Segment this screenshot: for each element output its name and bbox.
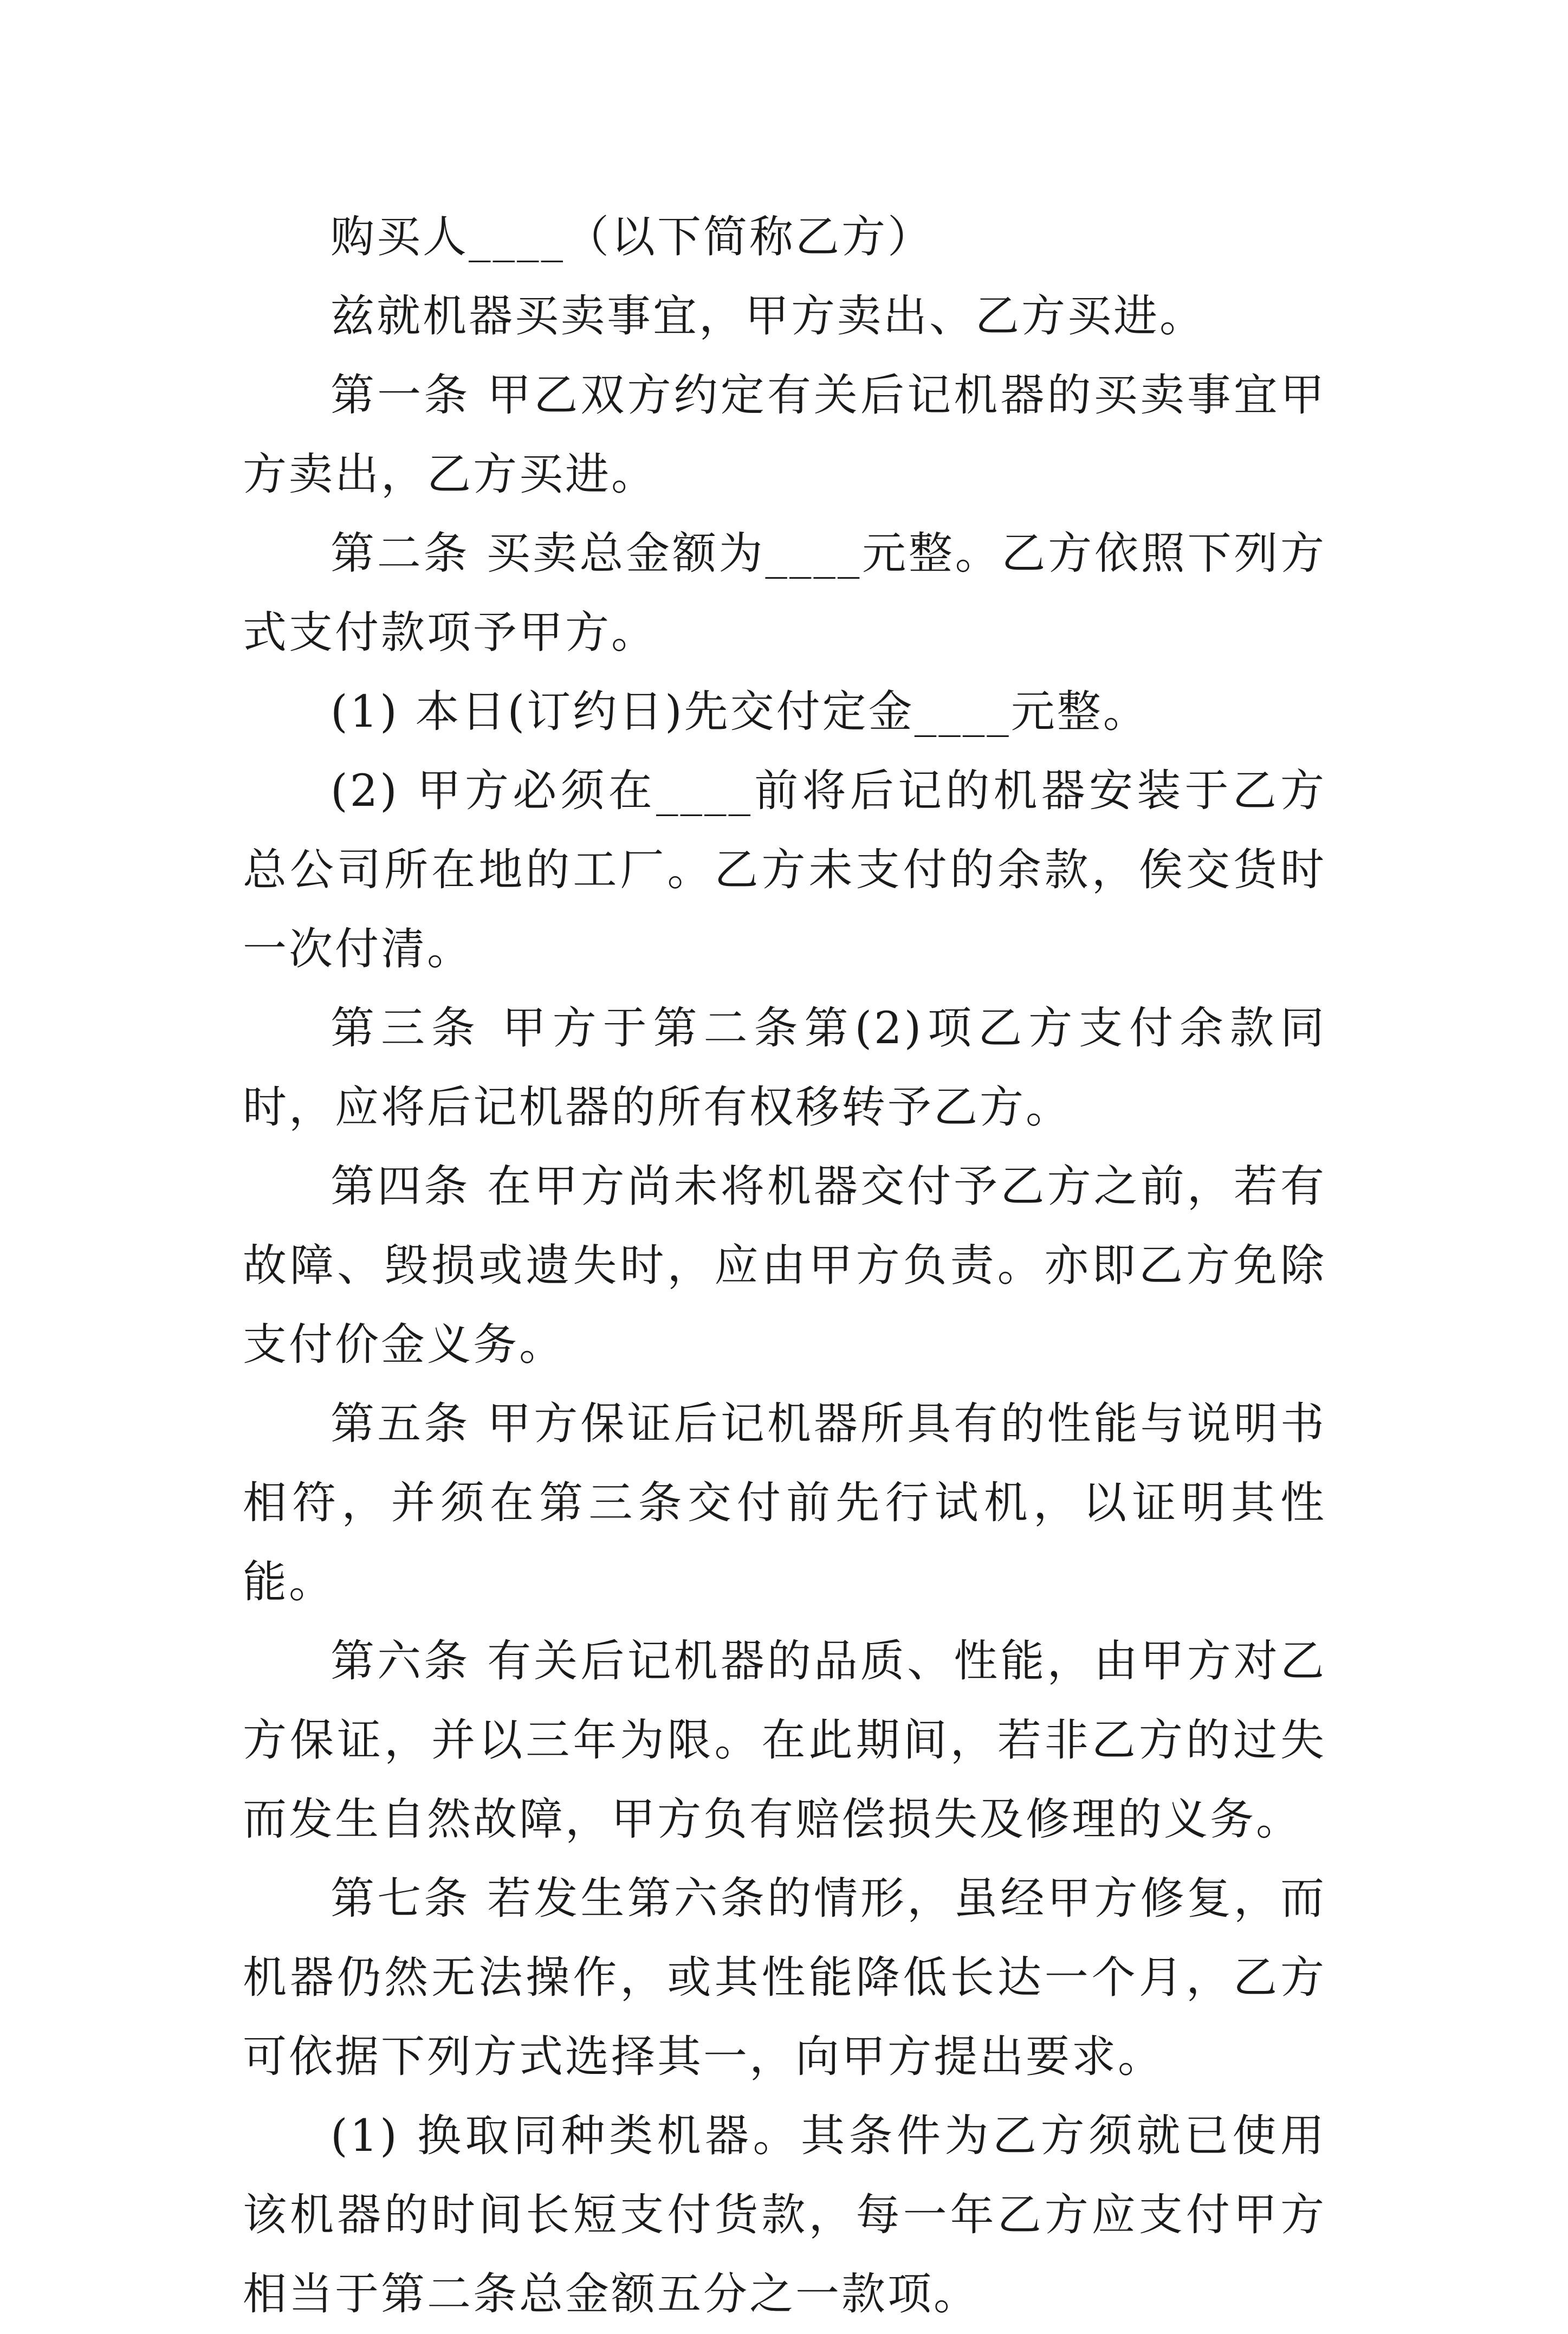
paragraph-article-2-item-1: (1) 本日(订约日)先交付定金____元整。	[331, 687, 1149, 738]
paragraph-intro: 兹就机器买卖事宜，甲方卖出、乙方买进。	[331, 291, 1206, 342]
paragraph-article-5: 第五条 甲方保证后记机器所具有的性能与说明书相符，并须在第三条交付前先行试机，以证明其性能。	[243, 1399, 1326, 1608]
paragraph-article-3: 第三条 甲方于第二条第(2)项乙方支付余款同时，应将后记机器的所有权移转予乙方。	[243, 1003, 1326, 1133]
paragraph-article-7: 第七条 若发生第六条的情形，虽经甲方修复，而机器仍然无法操作，或其性能降低长达一个月，乙方可依据下列方式选择其一，向甲方提出要求。	[243, 1873, 1326, 2083]
paragraph-article-2: 第二条 买卖总金额为____元整。乙方依照下列方式支付款项予甲方。	[243, 528, 1326, 658]
paragraph-article-2-item-2: (2) 甲方必须在____前将后记的机器安装于乙方总公司所在地的工厂。乙方未支付的余款，俟交货时一次付清。	[243, 766, 1326, 975]
paragraph-buyer: 购买人____（以下简称乙方）	[331, 212, 934, 263]
paragraph-article-6: 第六条 有关后记机器的品质、性能，由甲方对乙方保证，并以三年为限。在此期间，若非乙方的过失而发生自然故障，甲方负有赔偿损失及修理的义务。	[243, 1636, 1326, 1845]
paragraph-article-1: 第一条 甲乙双方约定有关后记机器的买卖事宜甲方卖出，乙方买进。	[243, 370, 1326, 500]
document-body	[243, 198, 1326, 2334]
paragraph-article-4: 第四条 在甲方尚未将机器交付予乙方之前，若有故障、毁损或遗失时，应由甲方负责。亦即乙方免除支付价金义务。	[243, 1161, 1326, 1370]
paragraph-article-7-item-1: (1) 换取同种类机器。其条件为乙方须就已使用该机器的时间长短支付货款，每一年乙方应支付甲方相当于第二条总金额五分之一款项。	[243, 2111, 1326, 2320]
